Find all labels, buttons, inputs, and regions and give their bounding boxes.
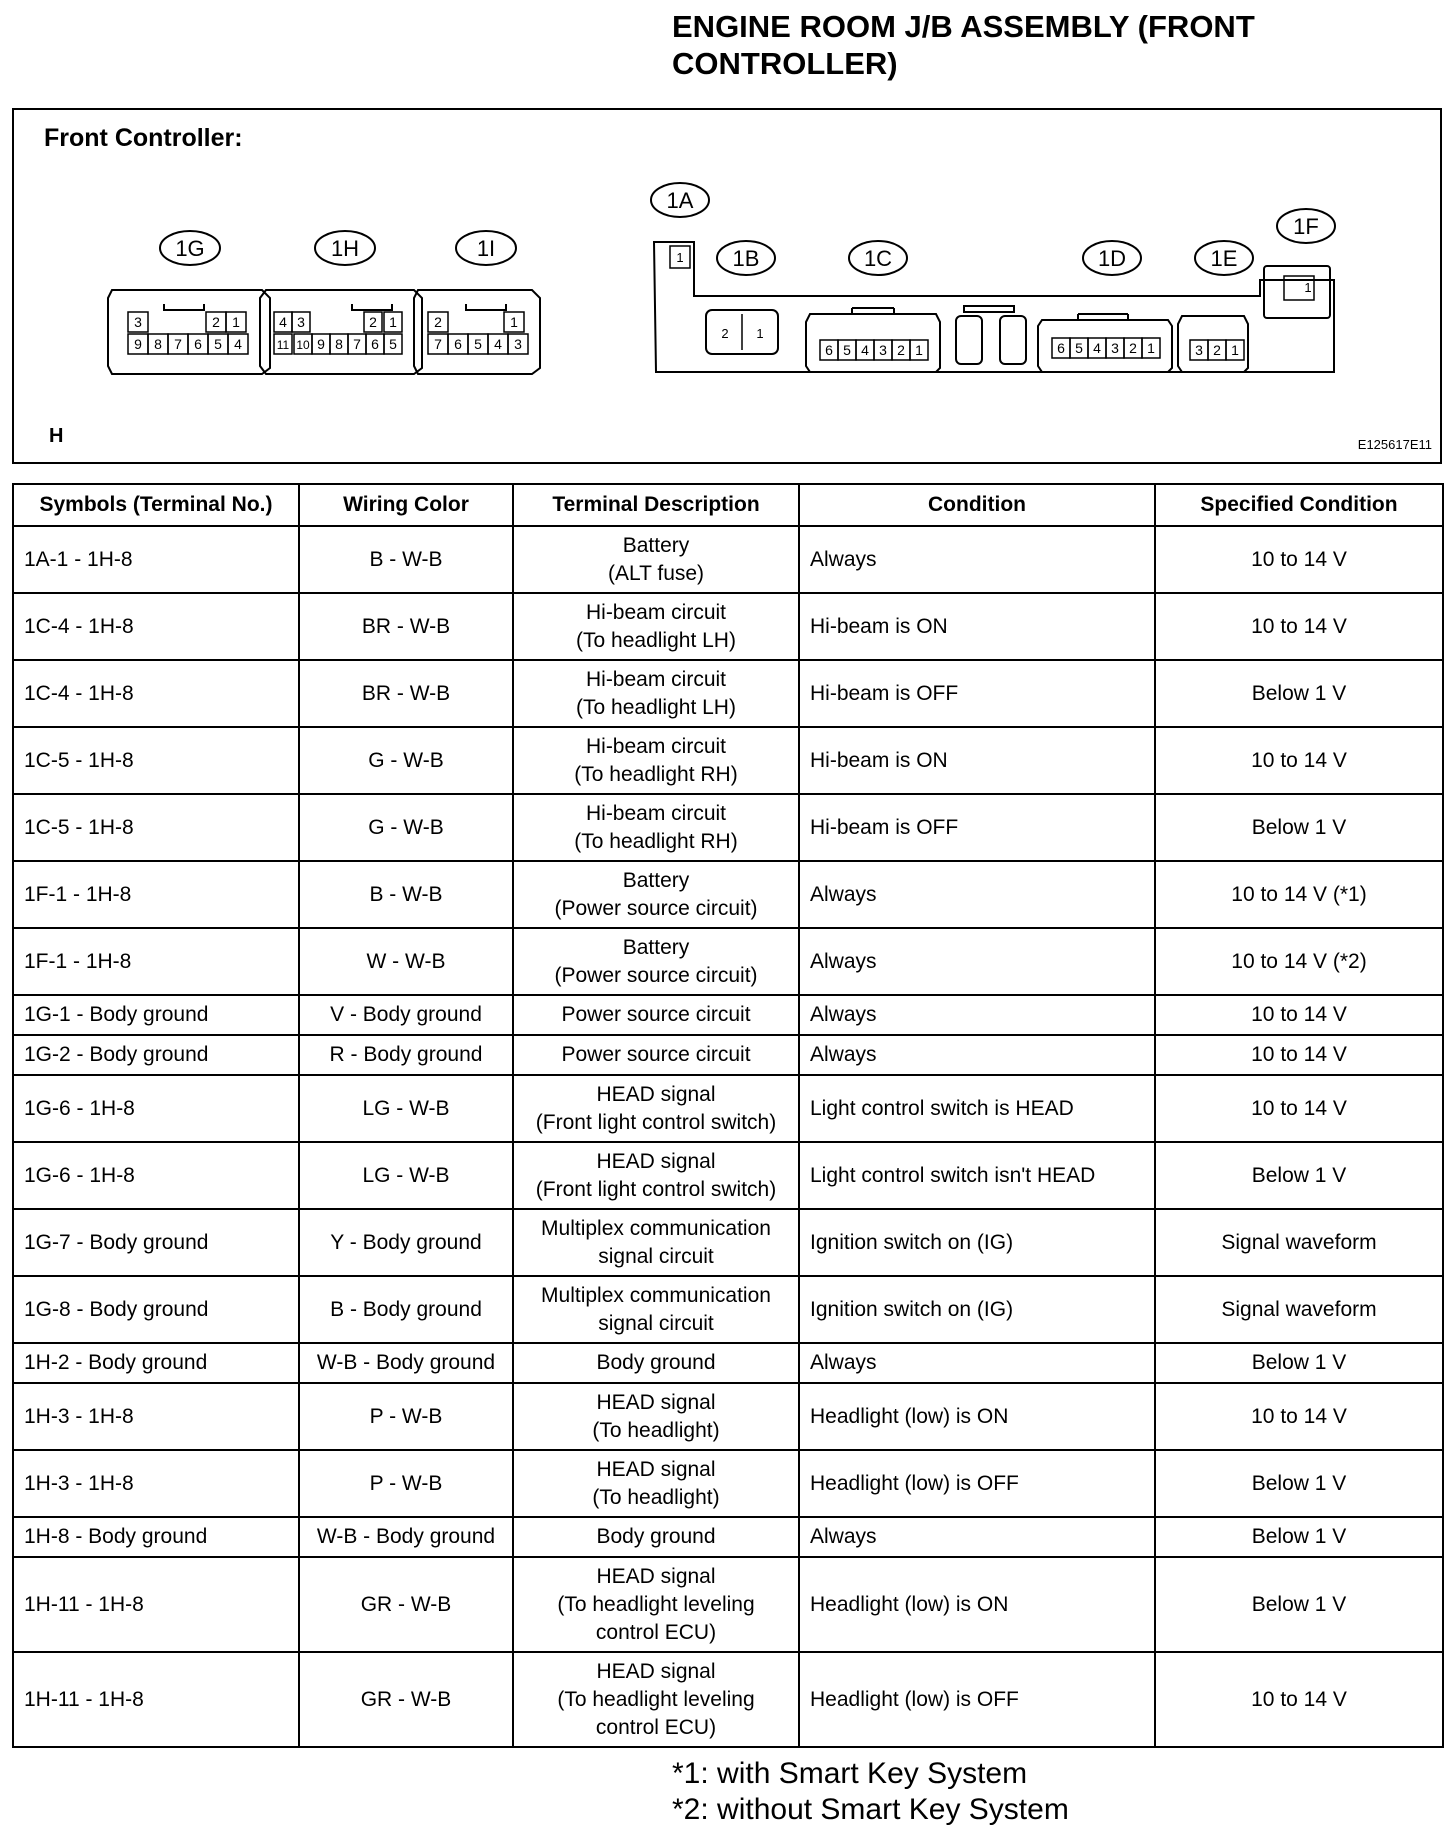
cell-specified-condition: Below 1 V [1155, 1557, 1443, 1652]
connector-1f-pin: 1 [1304, 280, 1312, 295]
connector-1f-label: 1F [1293, 214, 1319, 239]
cell-condition: Light control switch is HEAD [799, 1075, 1155, 1142]
connector-1g-pin: 3 [134, 314, 142, 330]
table-row [13, 1450, 1443, 1517]
table-row [13, 1075, 1443, 1142]
cell-wiring-color: BR - W-B [299, 593, 513, 660]
connector-1c-label: 1C [863, 246, 893, 271]
connector-1h-pin: 6 [371, 336, 379, 352]
table-row [13, 1276, 1443, 1343]
connector-1b-pin: 2 [721, 326, 729, 341]
cell-specified-condition: 10 to 14 V [1155, 1383, 1443, 1450]
connector-1h-pin: 1 [389, 314, 397, 330]
connector-1h-pin: 5 [389, 336, 397, 352]
table-row [13, 1142, 1443, 1209]
connector-1g-pin: 1 [232, 314, 240, 330]
table-row [13, 1035, 1443, 1075]
cell-wiring-color: P - W-B [299, 1383, 513, 1450]
cell-symbol: 1H-11 - 1H-8 [13, 1557, 299, 1652]
table-row [13, 1557, 1443, 1652]
cell-wiring-color: W - W-B [299, 928, 513, 995]
cell-specified-condition: 10 to 14 V (*1) [1155, 861, 1443, 928]
table-row [13, 526, 1443, 593]
cell-description: Hi-beam circuit (To headlight LH) [513, 660, 799, 727]
table-row [13, 727, 1443, 794]
cell-wiring-color: W-B - Body ground [299, 1517, 513, 1557]
connector-1c-pin: 6 [825, 342, 833, 358]
cell-symbol: 1G-6 - 1H-8 [13, 1075, 299, 1142]
connector-1i-pin: 2 [434, 314, 442, 330]
connector-1e-label: 1E [1210, 246, 1238, 271]
connector-1h-pin: 8 [335, 336, 343, 352]
cell-description: HEAD signal (Front light control switch) [513, 1075, 799, 1142]
column-header: Specified Condition [1155, 484, 1443, 526]
cell-condition: Hi-beam is ON [799, 727, 1155, 794]
cell-condition: Hi-beam is ON [799, 593, 1155, 660]
connector-1h-pin: 2 [369, 314, 377, 330]
cell-specified-condition: Below 1 V [1155, 660, 1443, 727]
cell-condition: Headlight (low) is OFF [799, 1652, 1155, 1747]
connector-1d-pin: 5 [1075, 340, 1083, 356]
cell-description: Multiplex communication signal circuit [513, 1276, 799, 1343]
cell-specified-condition: 10 to 14 V [1155, 1035, 1443, 1075]
connector-1g-pin: 2 [212, 314, 220, 330]
connector-1h-pin: 10 [296, 338, 310, 352]
connector-1g-pin: 7 [174, 336, 182, 352]
connector-1d-pin: 6 [1057, 340, 1065, 356]
connector-1g-pin: 6 [194, 336, 202, 352]
cell-symbol: 1H-11 - 1H-8 [13, 1652, 299, 1747]
cell-condition: Always [799, 995, 1155, 1035]
cell-description: Body ground [513, 1343, 799, 1383]
cell-specified-condition: Below 1 V [1155, 1343, 1443, 1383]
cell-wiring-color: GR - W-B [299, 1557, 513, 1652]
cell-condition: Headlight (low) is ON [799, 1557, 1155, 1652]
table-row [13, 995, 1443, 1035]
connector-1c-pin: 3 [879, 342, 887, 358]
cell-condition: Ignition switch on (IG) [799, 1276, 1155, 1343]
connector-1i-pin: 5 [474, 336, 482, 352]
cell-symbol: 1G-1 - Body ground [13, 995, 299, 1035]
cell-wiring-color: P - W-B [299, 1450, 513, 1517]
connector-1a-label: 1A [666, 188, 694, 213]
table-header-row [13, 484, 1443, 526]
column-header: Terminal Description [513, 484, 799, 526]
cell-description: HEAD signal (To headlight) [513, 1450, 799, 1517]
cell-symbol: 1C-5 - 1H-8 [13, 794, 299, 861]
cell-specified-condition: Below 1 V [1155, 1517, 1443, 1557]
table-row [13, 861, 1443, 928]
cell-wiring-color: LG - W-B [299, 1075, 513, 1142]
connector-1d-pin: 3 [1111, 340, 1119, 356]
connector-1g-label: 1G [175, 236, 205, 261]
figure-label: Front Controller: [44, 124, 243, 152]
footnote: *1: with Smart Key System [672, 1757, 1028, 1790]
table-row [13, 1517, 1443, 1557]
table-row [13, 794, 1443, 861]
connector-1e-pin: 3 [1195, 342, 1203, 358]
cell-specified-condition: 10 to 14 V (*2) [1155, 928, 1443, 995]
cell-specified-condition: Below 1 V [1155, 794, 1443, 861]
connector-1g-pin: 8 [154, 336, 162, 352]
cell-description: HEAD signal (To headlight leveling control ECU) [513, 1557, 799, 1652]
cell-description: Battery (Power source circuit) [513, 861, 799, 928]
connector-1a-pin: 1 [676, 250, 684, 265]
cell-wiring-color: Y - Body ground [299, 1209, 513, 1276]
cell-symbol: 1C-4 - 1H-8 [13, 660, 299, 727]
cell-specified-condition: Signal waveform [1155, 1276, 1443, 1343]
cell-condition: Always [799, 928, 1155, 995]
cell-specified-condition: 10 to 14 V [1155, 995, 1443, 1035]
cell-specified-condition: 10 to 14 V [1155, 1075, 1443, 1142]
table-row [13, 1383, 1443, 1450]
cell-description: HEAD signal (To headlight) [513, 1383, 799, 1450]
cell-condition: Headlight (low) is ON [799, 1383, 1155, 1450]
cell-specified-condition: 10 to 14 V [1155, 1652, 1443, 1747]
cell-wiring-color: G - W-B [299, 794, 513, 861]
cell-specified-condition: Below 1 V [1155, 1142, 1443, 1209]
connector-1g-pin: 9 [134, 336, 142, 352]
cell-condition: Always [799, 1343, 1155, 1383]
connector-1d-pin: 1 [1147, 340, 1155, 356]
connector-1d-pin: 4 [1093, 340, 1101, 356]
cell-condition: Always [799, 861, 1155, 928]
cell-condition: Always [799, 526, 1155, 593]
cell-specified-condition: 10 to 14 V [1155, 526, 1443, 593]
connector-1c-pin: 4 [861, 342, 869, 358]
cell-condition: Always [799, 1517, 1155, 1557]
connector-1h-pin: 3 [297, 314, 305, 330]
connector-1d-label: 1D [1097, 246, 1127, 271]
connector-1i-pin: 1 [510, 314, 518, 330]
connector-1h-pin: 11 [276, 338, 290, 352]
cell-symbol: 1H-3 - 1H-8 [13, 1450, 299, 1517]
connector-1c-pin: 5 [843, 342, 851, 358]
column-header: Symbols (Terminal No.) [13, 484, 299, 526]
footnotes [672, 1756, 1069, 1828]
cell-symbol: 1A-1 - 1H-8 [13, 526, 299, 593]
cell-wiring-color: LG - W-B [299, 1142, 513, 1209]
cell-symbol: 1G-6 - 1H-8 [13, 1142, 299, 1209]
cell-symbol: 1H-8 - Body ground [13, 1517, 299, 1557]
connector-1d-pin: 2 [1129, 340, 1137, 356]
cell-specified-condition: 10 to 14 V [1155, 593, 1443, 660]
cell-wiring-color: GR - W-B [299, 1652, 513, 1747]
cell-description: Multiplex communication signal circuit [513, 1209, 799, 1276]
cell-description: Power source circuit [513, 995, 799, 1035]
cell-description: Hi-beam circuit (To headlight LH) [513, 593, 799, 660]
cell-symbol: 1G-2 - Body ground [13, 1035, 299, 1075]
cell-symbol: 1G-8 - Body ground [13, 1276, 299, 1343]
connector-1h-pin: 9 [317, 336, 325, 352]
cell-description: HEAD signal (Front light control switch) [513, 1142, 799, 1209]
cell-wiring-color: B - W-B [299, 861, 513, 928]
connector-figure [12, 108, 1442, 464]
cell-symbol: 1G-7 - Body ground [13, 1209, 299, 1276]
cell-symbol: 1F-1 - 1H-8 [13, 928, 299, 995]
cell-description: Hi-beam circuit (To headlight RH) [513, 794, 799, 861]
connector-1e-pin: 2 [1213, 342, 1221, 358]
table-row [13, 1343, 1443, 1383]
table-row [13, 593, 1443, 660]
connector-1c-pin: 2 [897, 342, 905, 358]
cell-wiring-color: V - Body ground [299, 995, 513, 1035]
cell-wiring-color: W-B - Body ground [299, 1343, 513, 1383]
cell-condition: Hi-beam is OFF [799, 660, 1155, 727]
connector-1h-label: 1H [330, 236, 360, 261]
cell-specified-condition: Below 1 V [1155, 1450, 1443, 1517]
cell-symbol: 1C-5 - 1H-8 [13, 727, 299, 794]
cell-description: Hi-beam circuit (To headlight RH) [513, 727, 799, 794]
corner-mark: H [49, 425, 64, 447]
connector-1b-pin: 1 [756, 326, 764, 341]
cell-description: Power source circuit [513, 1035, 799, 1075]
cell-condition: Ignition switch on (IG) [799, 1209, 1155, 1276]
cell-condition: Headlight (low) is OFF [799, 1450, 1155, 1517]
cell-wiring-color: B - W-B [299, 526, 513, 593]
connector-1e-pin: 1 [1231, 342, 1239, 358]
column-header: Wiring Color [299, 484, 513, 526]
connector-1f-housing [1264, 266, 1330, 318]
figure-id: E125617E11 [1357, 437, 1432, 452]
table-row [13, 660, 1443, 727]
terminal-spec-table [12, 483, 1444, 1748]
cell-symbol: 1H-3 - 1H-8 [13, 1383, 299, 1450]
cell-condition: Always [799, 1035, 1155, 1075]
cell-specified-condition: 10 to 14 V [1155, 727, 1443, 794]
table-row [13, 1209, 1443, 1276]
connector-1g-pin: 4 [234, 336, 242, 352]
connector-1g-pin: 5 [214, 336, 222, 352]
connector-1i-pin: 4 [494, 336, 502, 352]
cell-symbol: 1C-4 - 1H-8 [13, 593, 299, 660]
cell-specified-condition: Signal waveform [1155, 1209, 1443, 1276]
connector-1h-pin: 4 [279, 314, 287, 330]
connector-1i-pin: 7 [434, 336, 442, 352]
page-title: ENGINE ROOM J/B ASSEMBLY (FRONT CONTROLLER) [672, 9, 1255, 81]
cell-description: HEAD signal (To headlight leveling control ECU) [513, 1652, 799, 1747]
table-row [13, 1652, 1443, 1747]
connector-1h-pin: 7 [353, 336, 361, 352]
cell-wiring-color: G - W-B [299, 727, 513, 794]
cell-description: Body ground [513, 1517, 799, 1557]
connector-1i-label: 1I [476, 236, 496, 261]
cell-wiring-color: R - Body ground [299, 1035, 513, 1075]
cell-description: Battery (ALT fuse) [513, 526, 799, 593]
connector-1b-label: 1B [732, 246, 760, 271]
cell-condition: Light control switch isn't HEAD [799, 1142, 1155, 1209]
connector-1i-pin: 6 [454, 336, 462, 352]
connector-1i-pin: 3 [514, 336, 522, 352]
table-row [13, 928, 1443, 995]
cell-condition: Hi-beam is OFF [799, 794, 1155, 861]
column-header: Condition [799, 484, 1155, 526]
connector-diagram [14, 110, 1440, 462]
cell-symbol: 1H-2 - Body ground [13, 1343, 299, 1383]
connector-1c-pin: 1 [915, 342, 923, 358]
cell-description: Battery (Power source circuit) [513, 928, 799, 995]
cell-symbol: 1F-1 - 1H-8 [13, 861, 299, 928]
cell-wiring-color: B - Body ground [299, 1276, 513, 1343]
footnote: *2: without Smart Key System [672, 1793, 1069, 1826]
cell-wiring-color: BR - W-B [299, 660, 513, 727]
